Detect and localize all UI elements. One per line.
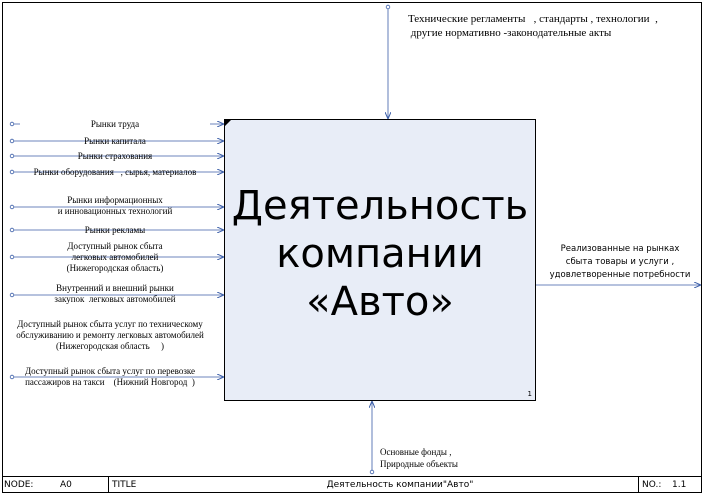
title-value: Деятельность компании"Авто" (326, 480, 474, 490)
input-label-car-sales-market: Доступный рынок сбыта легковых автомобилей (Нижегородская область) (66, 241, 164, 273)
input-label-it-market: Рынки информационных и инновационных технологий (57, 195, 173, 216)
output-label: Реализованные на рынках сбыта товары и услуги , удовлетворенные потребности (549, 244, 691, 280)
title-label: TITLE (108, 477, 158, 493)
node-label: NODE: (4, 480, 34, 490)
node-value: A0 (60, 480, 72, 490)
activity-title: Деятельность компании «Авто» (231, 183, 529, 325)
input-label-car-purchase-market: Внутренний и внешний рынки закупок легковых автомобилей (54, 283, 176, 304)
input-label-advertising-market: Рынки рекламы (84, 225, 146, 235)
activity-box[interactable] (224, 119, 536, 401)
mechanism-label: Основные фонды , Природные объекты (380, 447, 458, 469)
no-value: 1.1 (672, 480, 687, 490)
box-corner-mark (225, 120, 231, 126)
control-arrow (386, 5, 390, 118)
input-label-taxi-market: Доступный рынок сбыта услуг по перевозке пассажиров на такси (Нижний Новгород ) (24, 366, 196, 387)
input-label-service-market: Доступный рынок сбыта услуг по техническому обслуживанию и ремонту легковых автомобилей (Нижегородская область ) (16, 319, 204, 351)
input-label-capital-market: Рынки капитала (84, 136, 146, 146)
mechanism-arrow (370, 402, 374, 474)
input-label-insurance-market: Рынки страхования (77, 151, 153, 161)
footer-bar (2, 476, 702, 493)
input-label-equipment-market: Рынки оборудования , сырья, материалов (33, 167, 197, 177)
control-label: Технические регламенты , стандарты , технологии , другие нормативно -законодательные акты (408, 13, 658, 39)
input-label-labor-market: Рынки труда (20, 119, 210, 130)
activity-number: 1 (527, 390, 532, 398)
no-label: NO.: (638, 477, 668, 493)
